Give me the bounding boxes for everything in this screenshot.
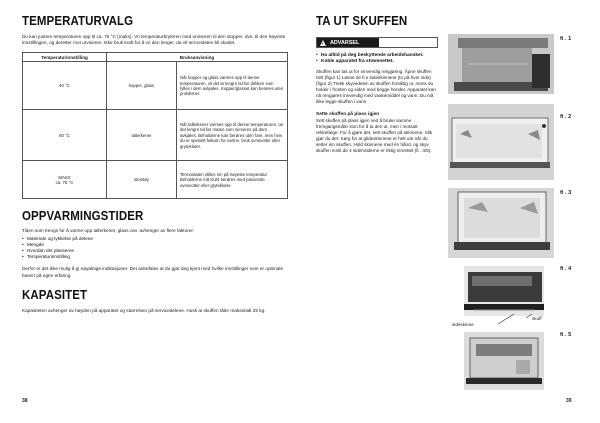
warmup-note: Derfor er det ikke mulig å gi nøyaktige indikasjoner. Det anbefales at du gjør deg kjent med hvilke innstillinger som er optimale basert på egen erfaring (22, 266, 284, 278)
figure-4-label: fi . 4 (560, 266, 572, 272)
figure-2-label: fi . 2 (560, 114, 572, 120)
page-number-right: 39 (566, 398, 572, 404)
list-item: • Mengde (22, 242, 288, 248)
warning-icon: ! (320, 40, 326, 46)
table-header-row (23, 53, 288, 62)
list-item: • Materiale og tykkelse på delene (22, 236, 288, 242)
table-cell-setting: 60 °C (23, 110, 107, 161)
figure-5-align-holders (464, 332, 544, 390)
table-header-usage: Bruksanvisning (107, 53, 288, 62)
table-row (23, 110, 288, 161)
figure-1-label: fi . 1 (560, 36, 572, 42)
table-cell-setting: 40 °C (23, 62, 107, 110)
figure-3-lift-drawer (448, 188, 554, 258)
figure-4-drawer-label: skuff (532, 316, 542, 321)
temperature-table (22, 52, 288, 199)
figure-4-rail-label: sideskinne (452, 322, 474, 327)
table-row (23, 161, 288, 199)
figure-3-label: fi . 3 (560, 190, 572, 196)
table-cell-description: Når tallerkener varmes opp til denne temperaturen, tar det lengre tid før maten som serveres på dem avkjøles. Beholderne kan berøres uten fare, men hvis du er spesielt følsom for varme, bruk ovnsvotter eller grytekluter. (177, 110, 288, 161)
capacity-text: Kapasiteten avhenger av høyden på apparatet og størrelsen på servicedelene. Husk at skuffen tåler maksimalt 25 kg. (22, 307, 266, 313)
table-header-setting: Temperaturinnstilling (23, 53, 107, 62)
temperature-intro: Du kan justere temperaturen opp til ca. 75 °C (maks). Vri temperaturbryteren med urviseren til den stopper, dvs. til den høyeste innstillingen, og deretter mot urviseren. Ikke bruk kraft for å vri den lenger, da vil termostaten bli skadet. (22, 34, 286, 46)
list-item: • Koble apparatet fra strømnettet. (316, 59, 438, 65)
table-cell-use: steintøy (107, 161, 177, 199)
figure-4-leader-lines (466, 312, 536, 328)
list-item: • Temperaturinnstilling (22, 254, 288, 260)
figure-4-reinsert (464, 266, 544, 316)
left-page (22, 14, 288, 314)
figure-5-label: fi . 5 (560, 332, 572, 338)
warmup-title: OPPVARMINGSTIDER (22, 209, 144, 224)
list-item: • Hvordan det plasseres (22, 248, 288, 254)
table-cell-setting: MAKS ca. 75 °C (23, 161, 107, 199)
warmup-intro: Tiden som trengs for å varme opp tallerkener, glass osv. avhenger av flere faktorer: (22, 228, 195, 234)
warning-label: ADVARSEL (330, 39, 360, 46)
install-heading: Sette skuffen på plass igjen (316, 111, 380, 117)
remove-instructions: Skuffen kan tas ut for innvendig rengjøring. Åpne skuffen helt (figur 1) Løsne de fi e sideskinnene (to på hver side) (figur 2) Trekk skyvedelen av skuffen forsiktig ut, mens du holder i fronten og siden med begge hender. Apparatet kan nå rengjøres innvendig med vaskemiddel og vann. Du må ikke legge skuffen i vann. (316, 69, 436, 105)
temperature-title: TEMPERATURVALG (22, 14, 134, 28)
figure-2-release-rails (448, 104, 554, 180)
drawer-title: TA UT SKUFFEN (316, 14, 408, 28)
table-cell-description: Når kopper og glass varmes opp til denne temperaturen, vil det ta lengre tid før drikken som fylles i dem avkjøles. Kopper/glasset kan berøres uten problemer. (177, 62, 288, 110)
list-item: • Ha alltid på deg beskyttende arbeidshansker. (316, 53, 438, 59)
warning-header (317, 38, 379, 47)
capacity-title: KAPASITET (22, 287, 88, 302)
warmup-factor-list (22, 236, 288, 261)
warning-list (316, 53, 438, 65)
install-instructions: Sett skuffen på plass igjen ved å bruke samme fremgangsmåte som for å ta den ut, men i motsatt rekkefølge. For å gjøre det, sett skuffen på skinnene. Slik gjør du det: Sørg for at glideskinnene er helt ute når du setter inn skuffen. Hold skinnene med én hånd, og skyv skuffen inntil de 4 sideholderne er riktig innrettet (fi . 4/5). (316, 117, 433, 154)
right-page (316, 14, 586, 414)
warning-box (316, 37, 438, 48)
table-cell-use: kopper, glass (107, 62, 177, 110)
table-row (23, 62, 288, 110)
table-cell-use: tallerkener (107, 110, 177, 161)
page-number-left: 38 (22, 398, 28, 404)
figure-1-drawer-open (448, 34, 554, 94)
table-cell-description: Termostaten stilles inn på høyeste temperatur. Beholderne må KUN berøres med passende ovnsvotter eller grytekluter. (177, 161, 288, 199)
